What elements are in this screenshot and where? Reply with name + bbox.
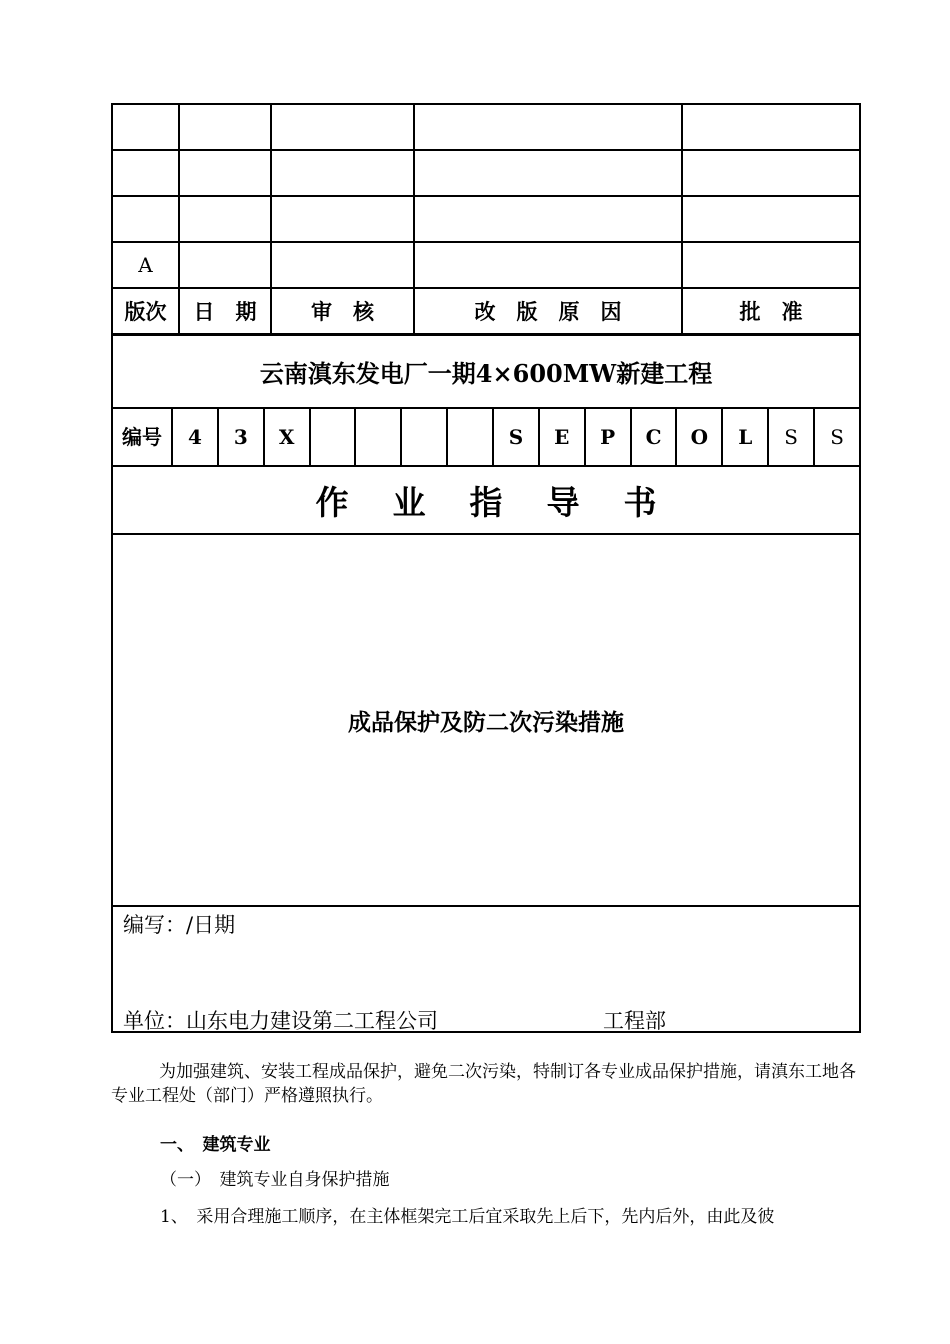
doc-code-char	[401, 408, 447, 466]
doc-code-char: L	[722, 408, 768, 466]
doc-code-char	[310, 408, 356, 466]
doc-code-char: S	[768, 408, 814, 466]
revision-cell	[682, 104, 860, 150]
revision-cell	[112, 104, 179, 150]
intro-paragraph: 为加强建筑、安装工程成品保护，避免二次污染，特制订各专业成品保护措施，请滇东工地各专业工程处（部门）严格遵照执行。	[111, 1062, 856, 1106]
doc-code-char: 3	[218, 408, 264, 466]
revision-cell	[271, 150, 414, 196]
doc-subject: 成品保护及防二次污染措施	[112, 534, 860, 906]
revision-cell	[682, 150, 860, 196]
subsection-heading: （一） 建筑专业自身保护措施	[160, 1170, 390, 1190]
revision-cell	[179, 150, 271, 196]
revision-cell	[414, 104, 682, 150]
revision-cell	[682, 196, 860, 242]
section-heading: 一、 建筑专业	[160, 1135, 271, 1155]
doc-code-char: X	[264, 408, 310, 466]
writer-date-label: 编写：/日期	[123, 913, 236, 937]
revision-row	[112, 196, 860, 242]
revision-row	[112, 150, 860, 196]
doc-type-title: 作业指导书	[112, 466, 860, 534]
document-cover-table	[111, 334, 861, 1033]
doc-code-char: C	[631, 408, 677, 466]
revision-cell	[179, 242, 271, 288]
header-date: 日 期	[179, 288, 271, 334]
revision-table	[111, 103, 861, 335]
revision-cell	[271, 242, 414, 288]
sign-block	[112, 906, 860, 1032]
unit-label: 单位：山东电力建设第二工程公司	[123, 1009, 438, 1033]
revision-cell	[112, 196, 179, 242]
revision-cell	[414, 242, 682, 288]
revision-cell	[179, 196, 271, 242]
doc-code-char	[355, 408, 401, 466]
header-approve: 批 准	[682, 288, 860, 334]
doc-code-char: E	[539, 408, 585, 466]
revision-cell	[414, 196, 682, 242]
revision-cell	[112, 150, 179, 196]
doc-code-char: 4	[172, 408, 218, 466]
doc-code-char	[447, 408, 493, 466]
list-item: 1、 采用合理施工顺序，在主体框架完工后宜采取先上后下，先内后外，由此及彼	[160, 1207, 775, 1227]
revision-cell	[682, 242, 860, 288]
revision-row	[112, 242, 860, 288]
doc-code-char: O	[676, 408, 722, 466]
header-reason: 改 版 原 因	[414, 288, 682, 334]
revision-cell	[414, 150, 682, 196]
header-version: 版次	[112, 288, 179, 334]
revision-row	[112, 104, 860, 150]
header-review: 审 核	[271, 288, 414, 334]
doc-code-char: S	[493, 408, 539, 466]
revision-header-row	[112, 288, 860, 334]
revision-cell: A	[112, 242, 179, 288]
revision-cell	[271, 196, 414, 242]
doc-code-char: S	[814, 408, 860, 466]
doc-code-char: P	[585, 408, 631, 466]
revision-cell	[179, 104, 271, 150]
revision-cell	[271, 104, 414, 150]
doc-code-row	[112, 408, 860, 466]
project-title: 云南滇东发电厂一期4×600MW新建工程	[112, 335, 860, 408]
dept-label: 工程部	[603, 1009, 666, 1033]
doc-code-label: 编号	[112, 408, 172, 466]
